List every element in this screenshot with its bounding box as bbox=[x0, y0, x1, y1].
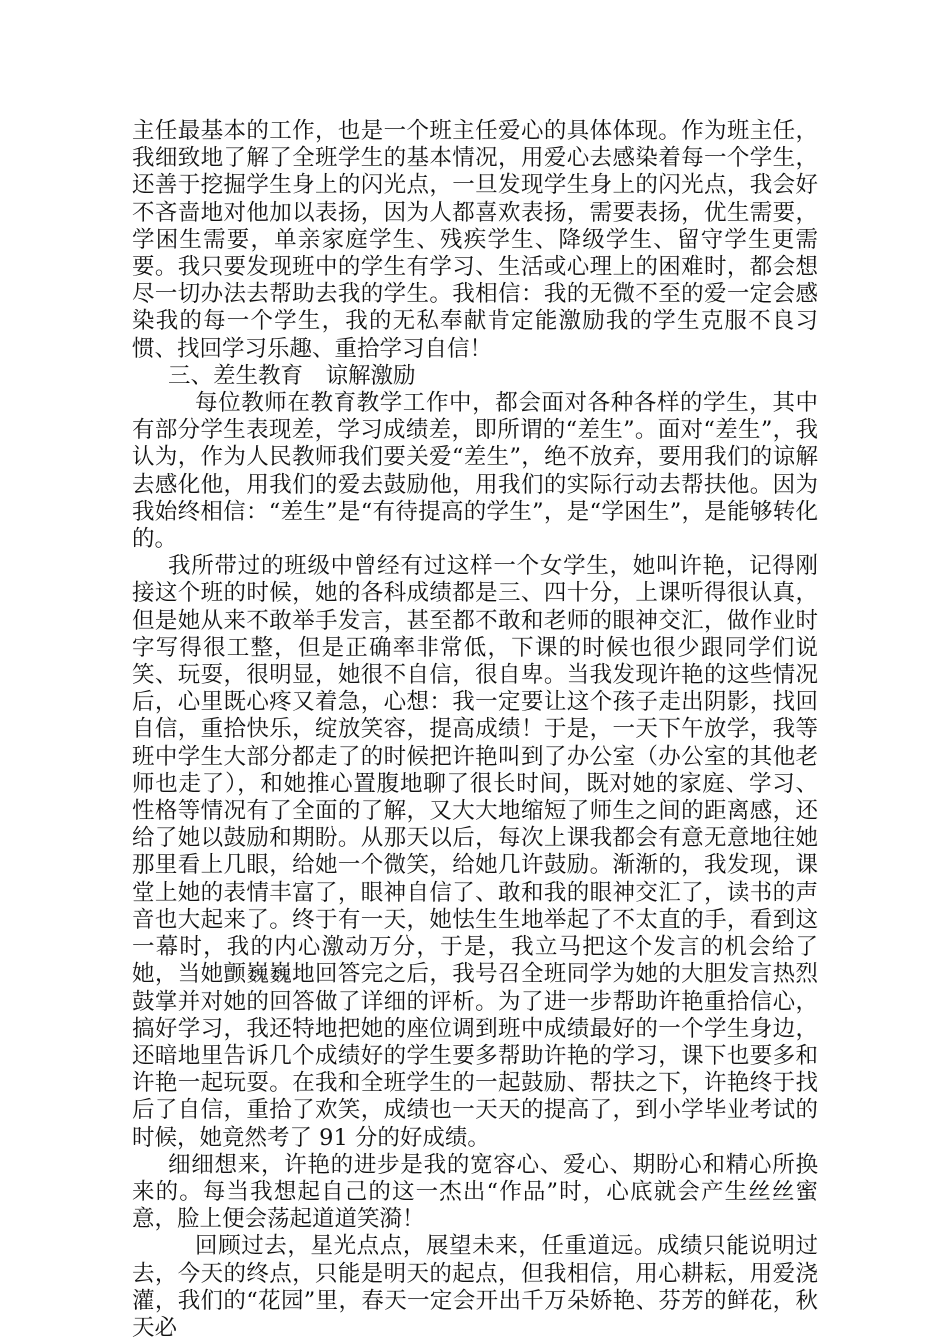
document-body bbox=[132, 118, 818, 1342]
paragraph-looking-forward: 回顾过去，星光点点，展望未来，任重道远。成绩只能说明过去，今天的终点，只能是明天的起点，但我相信，用心耕耘，用爱浇灌，我们的“花园”里，春天一定会开出千万朵娇艳、芬芳的鲜花，秋天必 bbox=[132, 1233, 818, 1341]
paragraph-class-teacher-love: 主任最基本的工作，也是一个班主任爱心的具体体现。作为班主任，我细致地了解了全班学生的基本情况，用爱心去感染着每一个学生，还善于挖掘学生身上的闪光点，一旦发现学生身上的闪光点，我会好不吝啬地对他加以表扬，因为人都喜欢表扬，需要表扬，优生需要，学困生需要，单亲家庭学生、残疾学生、降级学生、留守学生更需要。我只要发现班中的学生有学习、生活或心理上的困难时，都会想尽一切办法去帮助去我的学生。我相信：我的无微不至的爱一定会感染我的每一个学生，我的无私奉献肯定能激励我的学生克服不良习惯、找回学习乐趣、重拾学习自信！ bbox=[132, 118, 818, 362]
paragraph-xu-yan-story: 我所带过的班级中曾经有过这样一个女学生，她叫许艳，记得刚接这个班的时候，她的各科成绩都是三、四十分，上课听得很认真，但是她从来不敢举手发言，甚至都不敢和老师的眼神交汇，做作业时字写得很工整，但是正确率非常低，下课的时候也很少跟同学们说笑、玩耍，很明显，她很不自信，很自卑。当我发现许艳的这些情况后，心里既心疼又着急，心想：我一定要让这个孩子走出阴影，找回自信，重拾快乐，绽放笑容，提高成绩！于是，一天下午放学，我等班中学生大部分都走了的时候把许艳叫到了办公室（办公室的其他老师也走了），和她推心置腹地聊了很长时间，既对她的家庭、学习、性格等情况有了全面的了解，又大大地缩短了师生之间的距离感，还给了她以鼓励和期盼。从那天以后，每次上课我都会有意无意地往她那里看上几眼，给她一个微笑，给她几许鼓励。渐渐的，我发现，课堂上她的表情丰富了，眼神自信了、敢和我的眼神交汇了，读书的声音也大起来了。终于有一天，她怯生生地举起了不太直的手，看到这一幕时，我的内心激动万分，于是，我立马把这个发言的机会给了她，当她颤巍巍地回答完之后，我号召全班同学为她的大胆发言热烈鼓掌并对她的回答做了详细的评析。为了进一步帮助许艳重拾信心，搞好学习，我还特地把她的座位调到班中成绩最好的一个学生身边，还暗地里告诉几个成绩好的学生要多帮助许艳的学习，课下也要多和许艳一起玩耍。在我和全班学生的一起鼓励、帮扶之下，许艳终于找后了自信，重拾了欢笑，成绩也一天天的提高了，到小学毕业考试的时候，她竟然考了 91 分的好成绩。 bbox=[132, 553, 818, 1151]
paragraph-poor-students-intro: 每位教师在教育教学工作中，都会面对各种各样的学生，其中有部分学生表现差，学习成绩差，即所谓的“差生”。面对“差生”，我认为，作为人民教师我们要关爱“差生”，绝不放弃，要用我们的谅解去感化他，用我们的爱去鼓励他，用我们的实际行动去帮扶他。因为我始终相信：“差生”是“有待提高的学生”，是“学困生”，是能够转化的。 bbox=[132, 390, 818, 553]
section-heading-poor-students: 三、差生教育 谅解激励 bbox=[168, 362, 416, 389]
paragraph-reflection: 细细想来，许艳的进步是我的宽容心、爱心、期盼心和精心所换来的。每当我想起自己的这一杰出“作品”时，心底就会产生丝丝蜜意，脸上便会荡起道道笑漪！ bbox=[132, 1151, 818, 1233]
